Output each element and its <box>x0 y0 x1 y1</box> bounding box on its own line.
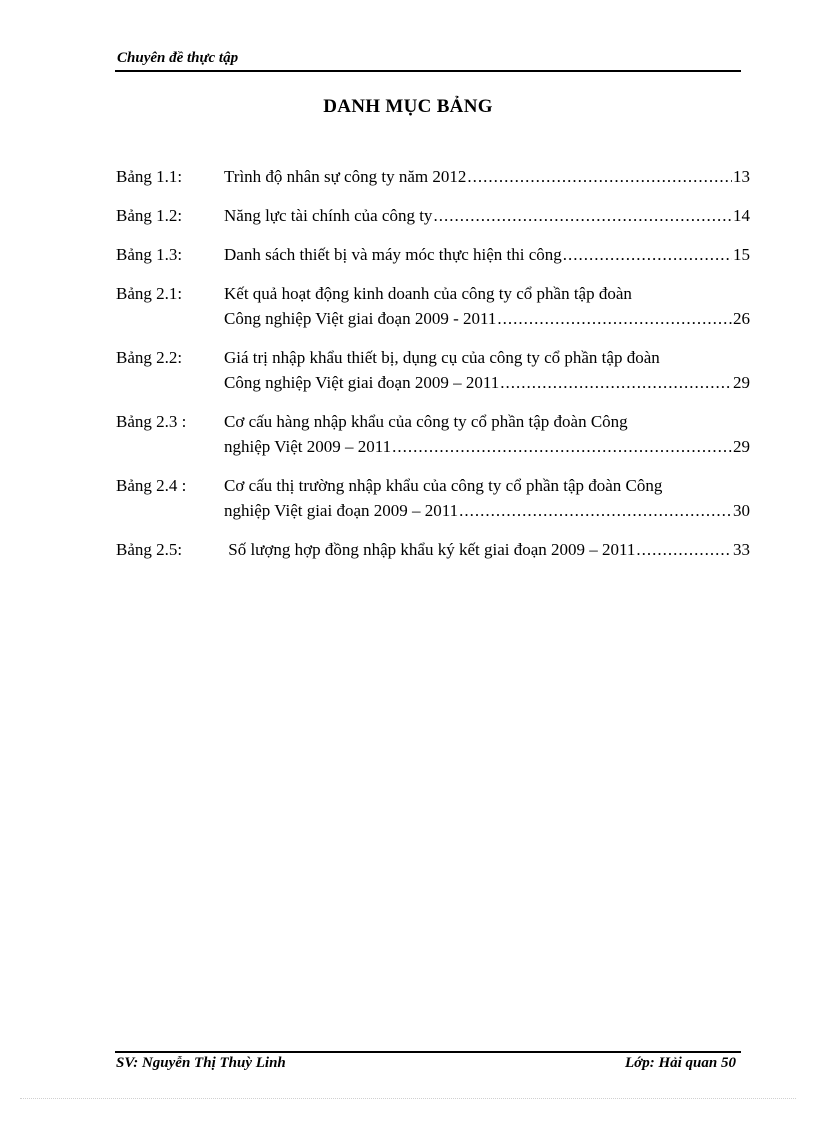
page-edge <box>20 1098 796 1099</box>
toc-entry-label: Bảng 2.2: <box>116 348 183 367</box>
header-divider <box>115 70 741 72</box>
toc-entry-label: Bảng 2.5: <box>116 540 183 559</box>
toc-entry-page: 14 <box>733 206 750 225</box>
toc-entry-page: 13 <box>733 167 750 186</box>
footer-divider <box>115 1051 741 1053</box>
footer-student: SV: Nguyễn Thị Thuỳ Linh <box>116 1055 286 1071</box>
toc-entry-page: 29 <box>733 437 750 456</box>
toc-entry[interactable] <box>116 537 750 562</box>
toc-entry-label: Bảng 2.4 : <box>116 476 187 495</box>
page-title: DANH MỤC BẢNG <box>323 96 493 117</box>
dot-leader <box>392 434 732 459</box>
toc-entry-title: Kết quả hoạt động kinh doanh của công ty cổ phần tập đoàn <box>224 284 632 303</box>
header-title: Chuyên đề thực tập <box>117 50 239 66</box>
toc-entry-page: 33 <box>733 540 750 559</box>
dot-leader <box>467 164 732 189</box>
toc-entry-title: Cơ cấu thị trường nhập khẩu của công ty cổ phần tập đoàn Công <box>224 476 663 495</box>
dot-leader <box>563 242 732 267</box>
toc-entry[interactable] <box>116 242 750 267</box>
toc-entry-title: Danh sách thiết bị và máy móc thực hiện thi công <box>224 245 562 264</box>
toc-entry-title: Công nghiệp Việt giai đoạn 2009 - 2011 <box>224 309 497 328</box>
toc-entry-title: nghiệp Việt 2009 – 2011 <box>224 437 392 456</box>
toc-entry-title: Công nghiệp Việt giai đoạn 2009 – 2011 <box>224 373 500 392</box>
toc-entry-title: Giá trị nhập khẩu thiết bị, dụng cụ của công ty cổ phần tập đoàn <box>224 348 660 367</box>
toc-entry-page: 29 <box>733 373 750 392</box>
toc-entry-label: Bảng 2.1: <box>116 284 183 303</box>
toc-entry-title: Năng lực tài chính của công ty <box>224 206 433 225</box>
toc-entry-title: Cơ cấu hàng nhập khẩu của công ty cổ phần tập đoàn Công <box>224 412 628 431</box>
toc-entry[interactable] <box>116 203 750 228</box>
toc-entry-title: Trình độ nhân sự công ty năm 2012 <box>224 167 467 186</box>
toc-entry-page: 15 <box>733 245 750 264</box>
dot-leader <box>497 306 732 331</box>
toc-entry[interactable] <box>116 281 750 331</box>
dot-leader <box>636 537 732 562</box>
toc-entry-title: Số lượng hợp đồng nhập khẩu ký kết giai đoạn 2009 – 2011 <box>224 540 636 559</box>
footer-class: Lớp: Hải quan 50 <box>625 1055 736 1071</box>
toc-entry[interactable] <box>116 409 750 459</box>
table-list <box>116 164 750 576</box>
dot-leader <box>459 498 732 523</box>
toc-entry-page: 26 <box>733 309 750 328</box>
dot-leader <box>500 370 732 395</box>
toc-entry[interactable] <box>116 345 750 395</box>
dot-leader <box>433 203 732 228</box>
toc-entry-page: 30 <box>733 501 750 520</box>
toc-entry-label: Bảng 1.3: <box>116 245 183 264</box>
toc-entry[interactable] <box>116 473 750 523</box>
toc-entry-title: nghiệp Việt giai đoạn 2009 – 2011 <box>224 501 459 520</box>
toc-entry-label: Bảng 1.2: <box>116 206 183 225</box>
toc-entry[interactable] <box>116 164 750 189</box>
toc-entry-label: Bảng 1.1: <box>116 167 183 186</box>
toc-entry-label: Bảng 2.3 : <box>116 412 187 431</box>
